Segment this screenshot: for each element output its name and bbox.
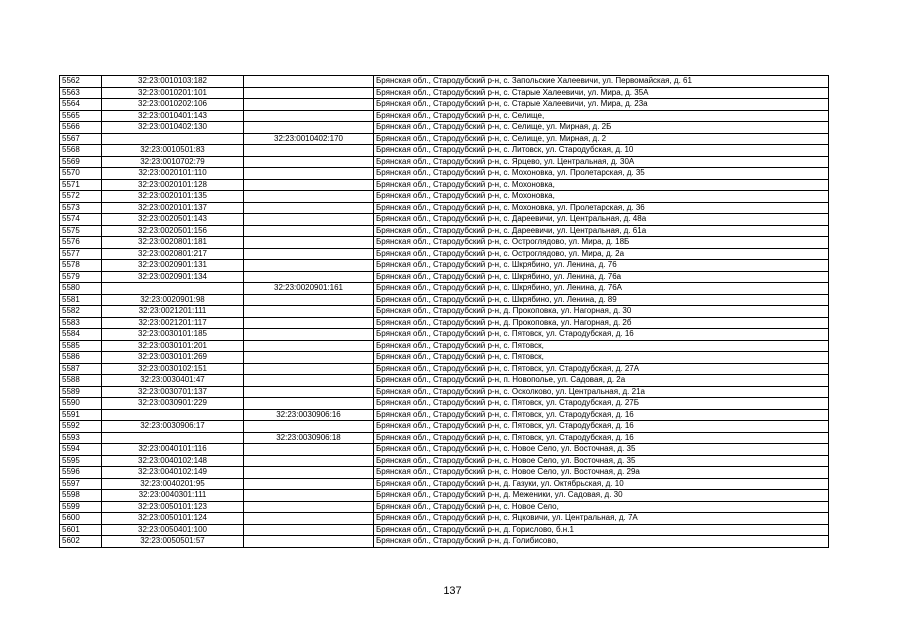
address-cell: Брянская обл., Стародубский р-н, с. Новое Село, ул. Восточная, д. 35 [374,444,829,456]
cadastral-number-cell: 32:23:0050501:57 [102,536,244,548]
table-row [60,294,829,306]
cadastral-number-alt-cell [244,317,374,329]
address-cell: Брянская обл., Стародубский р-н, с. Пятовск, [374,352,829,364]
cadastral-number-cell: 32:23:0010103:182 [102,76,244,88]
address-cell: Брянская обл., Стародубский р-н, с. Шкрябино, ул. Ленина, д. 76а [374,271,829,283]
address-cell: Брянская обл., Стародубский р-н, с. Мохоновка, ул. Пролетарская, д. 35 [374,168,829,180]
cadastral-number-cell: 32:23:0020501:143 [102,214,244,226]
cadastral-number-cell: 32:23:0021201:117 [102,317,244,329]
cadastral-number-cell: 32:23:0020901:98 [102,294,244,306]
table-row [60,214,829,226]
row-number-cell: 5596 [60,467,102,479]
address-cell: Брянская обл., Стародубский р-н, с. Мохоновка, ул. Пролетарская, д. 36 [374,202,829,214]
address-cell: Брянская обл., Стародубский р-н, с. Пятовск, ул. Стародубская, д. 16 [374,432,829,444]
cadastral-number-cell: 32:23:0020901:131 [102,260,244,272]
cadastral-number-alt-cell [244,110,374,122]
row-number-cell: 5598 [60,490,102,502]
page-number: 137 [443,585,462,597]
cadastral-number-cell: 32:23:0030102:151 [102,363,244,375]
cadastral-number-alt-cell [244,513,374,525]
table-row [60,225,829,237]
table-row [60,329,829,341]
cadastral-number-alt-cell [244,421,374,433]
address-cell: Брянская обл., Стародубский р-н, с. Пятовск, [374,340,829,352]
table-row [60,122,829,134]
table-row [60,191,829,203]
cadastral-number-alt-cell [244,340,374,352]
row-number-cell: 5573 [60,202,102,214]
cadastral-number-cell: 32:23:0010501:83 [102,145,244,157]
table-row [60,455,829,467]
address-cell: Брянская обл., Стародубский р-н, с. Дареевичи, ул. Центральная, д. 48а [374,214,829,226]
table-row [60,168,829,180]
address-cell: Брянская обл., Стародубский р-н, с. Старые Халеевичи, ул. Мира, д. 35А [374,87,829,99]
cadastral-number-alt-cell [244,248,374,260]
registry-table-body [60,76,829,548]
cadastral-number-alt-cell [244,260,374,272]
cadastral-number-cell: 32:23:0030401:47 [102,375,244,387]
row-number-cell: 5585 [60,340,102,352]
cadastral-number-alt-cell [244,271,374,283]
row-number-cell: 5578 [60,260,102,272]
cadastral-number-alt-cell [244,455,374,467]
row-number-cell: 5574 [60,214,102,226]
address-cell: Брянская обл., Стародубский р-н, с. Старые Халеевичи, ул. Мира, д. 23а [374,99,829,111]
cadastral-number-cell: 32:23:0050101:124 [102,513,244,525]
table-row [60,317,829,329]
cadastral-number-cell: 32:23:0010402:130 [102,122,244,134]
cadastral-number-alt-cell [244,76,374,88]
cadastral-number-cell: 32:23:0020101:135 [102,191,244,203]
row-number-cell: 5579 [60,271,102,283]
cadastral-number-alt-cell [244,386,374,398]
cadastral-number-cell: 32:23:0020101:128 [102,179,244,191]
row-number-cell: 5572 [60,191,102,203]
cadastral-number-alt-cell [244,168,374,180]
cadastral-number-alt-cell [244,536,374,548]
cadastral-number-cell: 32:23:0020101:137 [102,202,244,214]
table-row [60,490,829,502]
table-row [60,386,829,398]
row-number-cell: 5582 [60,306,102,318]
row-number-cell: 5586 [60,352,102,364]
row-number-cell: 5566 [60,122,102,134]
row-number-cell: 5576 [60,237,102,249]
cadastral-number-alt-cell [244,294,374,306]
address-cell: Брянская обл., Стародубский р-н, с. Остроглядово, ул. Мира, д. 2а [374,248,829,260]
address-cell: Брянская обл., Стародубский р-н, с. Селище, ул. Мирная, д. 2Б [374,122,829,134]
address-cell: Брянская обл., Стародубский р-н, д. Голибисово, [374,536,829,548]
address-cell: Брянская обл., Стародубский р-н, п. Новополье, ул. Садовая, д. 2а [374,375,829,387]
row-number-cell: 5570 [60,168,102,180]
cadastral-number-cell: 32:23:0020501:156 [102,225,244,237]
table-row [60,306,829,318]
table-row [60,467,829,479]
cadastral-number-cell: 32:23:0040301:111 [102,490,244,502]
cadastral-number-alt-cell: 32:23:0030906:16 [244,409,374,421]
address-cell: Брянская обл., Стародубский р-н, с. Селище, ул. Мирная, д. 2 [374,133,829,145]
cadastral-number-alt-cell [244,501,374,513]
table-row [60,99,829,111]
cadastral-number-cell: 32:23:0040101:116 [102,444,244,456]
address-cell: Брянская обл., Стародубский р-н, с. Остроглядово, ул. Мира, д. 18Б [374,237,829,249]
row-number-cell: 5569 [60,156,102,168]
cadastral-number-cell: 32:23:0040102:148 [102,455,244,467]
table-row [60,444,829,456]
table-row [60,260,829,272]
cadastral-number-cell: 32:23:0010401:143 [102,110,244,122]
cadastral-number-cell: 32:23:0021201:111 [102,306,244,318]
table-row [60,76,829,88]
cadastral-number-alt-cell [244,87,374,99]
address-cell: Брянская обл., Стародубский р-н, с. Литовск, ул. Стародубская, д. 10 [374,145,829,157]
address-cell: Брянская обл., Стародубский р-н, с. Пятовск, ул. Стародубская, д. 16 [374,421,829,433]
address-cell: Брянская обл., Стародубский р-н, с. Яцковичи, ул. Центральная, д. 7А [374,513,829,525]
row-number-cell: 5602 [60,536,102,548]
table-row [60,363,829,375]
cadastral-number-cell [102,283,244,295]
row-number-cell: 5600 [60,513,102,525]
cadastral-number-alt-cell [244,375,374,387]
cadastral-number-cell: 32:23:0030901:229 [102,398,244,410]
row-number-cell: 5590 [60,398,102,410]
cadastral-number-cell: 32:23:0030101:201 [102,340,244,352]
address-cell: Брянская обл., Стародубский р-н, с. Дареевичи, ул. Центральная, д. 61а [374,225,829,237]
cadastral-number-alt-cell [244,191,374,203]
address-cell: Брянская обл., Стародубский р-н, с. Шкрябино, ул. Ленина, д. 89 [374,294,829,306]
cadastral-number-cell: 32:23:0030906:17 [102,421,244,433]
row-number-cell: 5562 [60,76,102,88]
row-number-cell: 5567 [60,133,102,145]
cadastral-number-alt-cell [244,524,374,536]
table-row [60,145,829,157]
table-row [60,110,829,122]
row-number-cell: 5592 [60,421,102,433]
row-number-cell: 5597 [60,478,102,490]
row-number-cell: 5581 [60,294,102,306]
row-number-cell: 5568 [60,145,102,157]
address-cell: Брянская обл., Стародубский р-н, д. Газуки, ул. Октябрьская, д. 10 [374,478,829,490]
cadastral-number-alt-cell [244,329,374,341]
address-cell: Брянская обл., Стародубский р-н, с. Мохоновка, [374,179,829,191]
table-row [60,432,829,444]
cadastral-number-cell: 32:23:0040201:95 [102,478,244,490]
cadastral-number-cell: 32:23:0030101:269 [102,352,244,364]
address-cell: Брянская обл., Стародубский р-н, с. Осколково, ул. Центральная, д. 21а [374,386,829,398]
row-number-cell: 5595 [60,455,102,467]
cadastral-number-cell: 32:23:0050401:100 [102,524,244,536]
row-number-cell: 5565 [60,110,102,122]
row-number-cell: 5591 [60,409,102,421]
table-row [60,375,829,387]
cadastral-number-alt-cell [244,306,374,318]
row-number-cell: 5593 [60,432,102,444]
cadastral-number-cell: 32:23:0020801:181 [102,237,244,249]
row-number-cell: 5575 [60,225,102,237]
address-cell: Брянская обл., Стародубский р-н, с. Мохоновка, [374,191,829,203]
table-row [60,352,829,364]
row-number-cell: 5599 [60,501,102,513]
row-number-cell: 5601 [60,524,102,536]
cadastral-number-cell [102,432,244,444]
cadastral-number-cell [102,409,244,421]
table-row [60,133,829,145]
table-row [60,202,829,214]
registry-table [59,75,829,548]
address-cell: Брянская обл., Стародубский р-н, с. Пятовск, ул. Стародубская, д. 27Б [374,398,829,410]
address-cell: Брянская обл., Стародубский р-н, с. Запольские Халеевичи, ул. Первомайская, д. 61 [374,76,829,88]
address-cell: Брянская обл., Стародубский р-н, с. Новое Село, [374,501,829,513]
row-number-cell: 5594 [60,444,102,456]
cadastral-number-alt-cell: 32:23:0020901:161 [244,283,374,295]
address-cell: Брянская обл., Стародубский р-н, с. Селище, [374,110,829,122]
table-row [60,87,829,99]
row-number-cell: 5564 [60,99,102,111]
row-number-cell: 5563 [60,87,102,99]
row-number-cell: 5589 [60,386,102,398]
address-cell: Брянская обл., Стародубский р-н, с. Шкрябино, ул. Ленина, д. 76А [374,283,829,295]
cadastral-number-alt-cell [244,99,374,111]
address-cell: Брянская обл., Стародубский р-н, д. Горислово, б.н.1 [374,524,829,536]
table-row [60,536,829,548]
table-row [60,421,829,433]
cadastral-number-cell: 32:23:0030101:185 [102,329,244,341]
cadastral-number-alt-cell [244,122,374,134]
row-number-cell: 5583 [60,317,102,329]
cadastral-number-cell: 32:23:0050101:123 [102,501,244,513]
table-row [60,237,829,249]
table-row [60,398,829,410]
cadastral-number-alt-cell [244,490,374,502]
cadastral-number-alt-cell [244,156,374,168]
table-row [60,156,829,168]
table-row [60,248,829,260]
cadastral-number-alt-cell [244,398,374,410]
cadastral-number-cell: 32:23:0040102:149 [102,467,244,479]
cadastral-number-alt-cell: 32:23:0030906:18 [244,432,374,444]
cadastral-number-alt-cell [244,179,374,191]
cadastral-number-alt-cell [244,237,374,249]
cadastral-number-cell: 32:23:0010202:106 [102,99,244,111]
cadastral-number-alt-cell [244,478,374,490]
address-cell: Брянская обл., Стародубский р-н, с. Новое Село, ул. Восточная, д. 35 [374,455,829,467]
table-row [60,478,829,490]
cadastral-number-cell: 32:23:0020101:110 [102,168,244,180]
table-row [60,524,829,536]
row-number-cell: 5577 [60,248,102,260]
row-number-cell: 5587 [60,363,102,375]
cadastral-number-alt-cell [244,145,374,157]
table-row [60,283,829,295]
address-cell: Брянская обл., Стародубский р-н, д. Прокоповка, ул. Нагорная, д. 2б [374,317,829,329]
row-number-cell: 5580 [60,283,102,295]
address-cell: Брянская обл., Стародубский р-н, с. Ярцево, ул. Центральная, д. 30А [374,156,829,168]
table-row [60,340,829,352]
cadastral-number-cell: 32:23:0030701:137 [102,386,244,398]
cadastral-number-cell: 32:23:0010201:101 [102,87,244,99]
table-row [60,501,829,513]
cadastral-number-alt-cell: 32:23:0010402:170 [244,133,374,145]
row-number-cell: 5584 [60,329,102,341]
address-cell: Брянская обл., Стародубский р-н, с. Шкрябино, ул. Ленина, д. 76 [374,260,829,272]
table-row [60,409,829,421]
row-number-cell: 5588 [60,375,102,387]
table-row [60,271,829,283]
address-cell: Брянская обл., Стародубский р-н, с. Пятовск, ул. Стародубская, д. 16 [374,329,829,341]
cadastral-number-cell: 32:23:0010702:79 [102,156,244,168]
cadastral-number-alt-cell [244,202,374,214]
address-cell: Брянская обл., Стародубский р-н, с. Пятовск, ул. Стародубская, д. 16 [374,409,829,421]
address-cell: Брянская обл., Стародубский р-н, д. Прокоповка, ул. Нагорная, д. 30 [374,306,829,318]
cadastral-number-alt-cell [244,214,374,226]
cadastral-number-cell: 32:23:0020801:217 [102,248,244,260]
cadastral-number-cell: 32:23:0020901:134 [102,271,244,283]
cadastral-number-alt-cell [244,467,374,479]
address-cell: Брянская обл., Стародубский р-н, д. Меженики, ул. Садовая, д. 30 [374,490,829,502]
cadastral-number-alt-cell [244,225,374,237]
address-cell: Брянская обл., Стародубский р-н, с. Новое Село, ул. Восточная, д. 29а [374,467,829,479]
cadastral-number-cell [102,133,244,145]
cadastral-number-alt-cell [244,444,374,456]
cadastral-number-alt-cell [244,352,374,364]
cadastral-number-alt-cell [244,363,374,375]
row-number-cell: 5571 [60,179,102,191]
table-row [60,179,829,191]
table-row [60,513,829,525]
address-cell: Брянская обл., Стародубский р-н, с. Пятовск, ул. Стародубская, д. 27А [374,363,829,375]
